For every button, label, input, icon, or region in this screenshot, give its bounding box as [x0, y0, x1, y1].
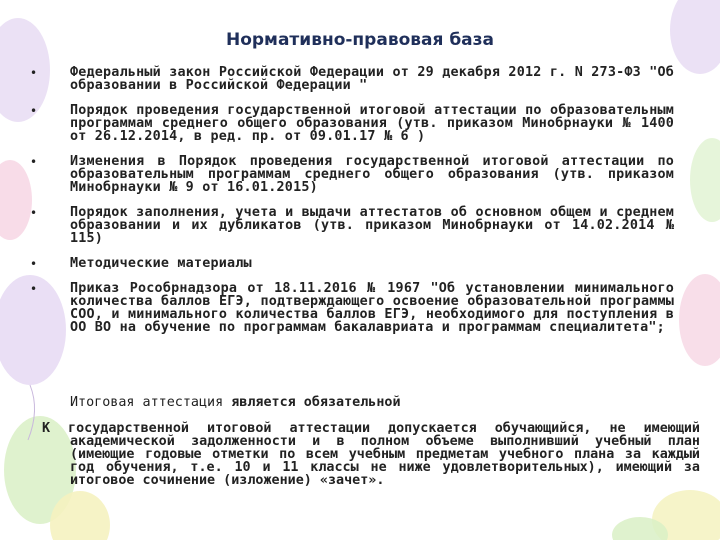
list-item-text: Приказ Рособрнадзора от 18.11.2016 № 1967 "Об установлении минимального количества баллов ЕГЭ, подтверждающего освоение образовательной программы СОО, и минимального количества баллов ЕГЭ, необходимого для поступления в ОО ВО на обучение по программам бакалавриата и программам специалитета";	[70, 281, 674, 335]
bullet-icon: •	[30, 206, 38, 220]
list-item-text: Федеральный закон Российской Федерации от 29 декабря 2012 г. N 273-ФЗ "Об образовании в Российской Федерации "	[70, 65, 674, 93]
list-item-text: Методические материалы	[70, 256, 252, 271]
list-item	[20, 155, 674, 194]
statement-normal-text: Итоговая аттестация	[70, 395, 224, 410]
admission-paragraph: К государственной итоговой аттестации допускается обучающийся, не имеющий академической задолженности и в полном объеме выполнивший учебный план (имеющие годовые отметки по всем учебным предметам учебного плана за каждый год обучения, т.е. 10 и 11 классы не ниже удовлетворительных), имеющий за итоговое сочинение (изложение) «зачет».	[42, 421, 700, 488]
list-item-text: Порядок проведения государственной итоговой аттестации по образовательным программам среднего общего образования (утв. приказом Минобрнауки № 1400 от 26.12.2014, в ред. пр. от 09.01.17 № 6 )	[70, 103, 674, 144]
statement-bold-text: является обязательной	[231, 395, 401, 410]
document-list	[20, 66, 674, 346]
slide-title: Нормативно-правовая база	[225, 30, 495, 50]
list-item	[20, 104, 674, 143]
bullet-icon: •	[30, 282, 38, 296]
bullet-icon: •	[30, 66, 38, 80]
list-item	[20, 66, 674, 92]
bullet-icon: •	[30, 257, 38, 271]
bullet-icon: •	[30, 104, 38, 118]
bullet-icon: •	[30, 155, 38, 169]
list-item-text: Порядок заполнения, учета и выдачи аттестатов об основном общем и среднем образовании и их дубликатов (утв. приказом Минобрнауки от 14.02.2014 № 115)	[70, 205, 674, 246]
list-item	[20, 257, 674, 270]
list-item	[20, 282, 674, 334]
list-item-text: Изменения в Порядок проведения государственной итоговой аттестации по образовательным программам среднего общего образования (утв. приказом Минобрнауки № 9 от 16.01.2015)	[70, 154, 674, 195]
mandatory-statement	[70, 396, 674, 409]
list-item	[20, 206, 674, 245]
